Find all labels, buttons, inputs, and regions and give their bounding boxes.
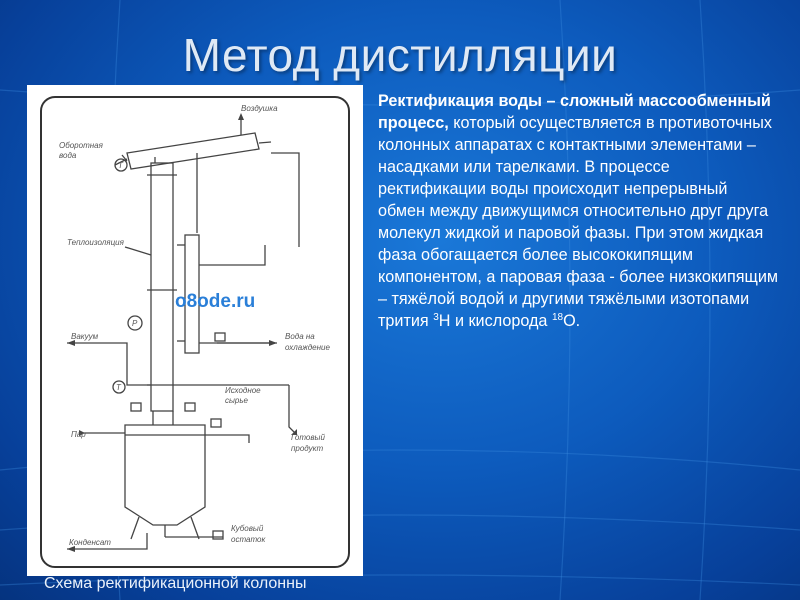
column-body	[151, 163, 173, 411]
description-p2b: Н и кислорода	[438, 312, 548, 330]
description-p2c: О.	[563, 312, 581, 330]
rectification-column-diagram	[27, 85, 363, 576]
label-iskhodnoe-2: сырье	[225, 396, 248, 405]
label-gotovy-1: Готовый	[291, 433, 325, 442]
top-condenser	[127, 133, 259, 169]
diagram-panel	[27, 85, 363, 576]
reboiler-vessel	[125, 425, 205, 525]
slide-title: Метод дистилляции	[182, 29, 618, 81]
label-par: Пар	[71, 430, 86, 439]
description-text	[378, 90, 778, 332]
label-p: P	[132, 319, 138, 328]
label-t-bottom: T	[116, 383, 121, 392]
description-bold: Ректификация воды – сложный массообменный процесс,	[378, 92, 771, 132]
label-iskhodnoe-1: Исходное	[225, 386, 261, 395]
label-voda-1: Вода на	[285, 332, 315, 341]
label-vakuum: Вакуум	[71, 332, 99, 341]
label-teploizolyatsiya: Теплоизоляция	[67, 238, 124, 247]
description-p2a: В процессе ректификации воды происходит непрерывный обмен между движущимся относительно друг друга молекул жидкой и паровой фазы. При этом жидкая фаза обогащается более высококипящим компонентом, а паровая фаза - более низкокипящим – тяжёлой водой и другими тяжёлыми изотопами трития	[378, 158, 778, 330]
label-kondensat: Конденсат	[69, 538, 111, 547]
superscript-18: 18	[551, 312, 564, 323]
label-oborotnaya-1: Оборотная	[59, 141, 103, 150]
label-kubovy-2: остаток	[231, 535, 266, 544]
label-voda-2: охлаждение	[285, 343, 330, 352]
diagram-caption: Схема ректификационной колонны	[44, 575, 307, 592]
label-gotovy-2: продукт	[291, 444, 324, 453]
superscript-3: 3	[433, 312, 439, 323]
description-p1: который осуществляется в противоточных колонных аппаратах с контактными элементами – насадками или тарелками.	[378, 114, 772, 176]
watermark: o8ode.ru	[175, 291, 256, 312]
label-t-top: T	[118, 161, 123, 170]
label-kubovy-1: Кубовый	[231, 524, 264, 533]
label-oborotnaya-2: вода	[59, 151, 77, 160]
label-vozdushka: Воздушка	[241, 104, 278, 113]
